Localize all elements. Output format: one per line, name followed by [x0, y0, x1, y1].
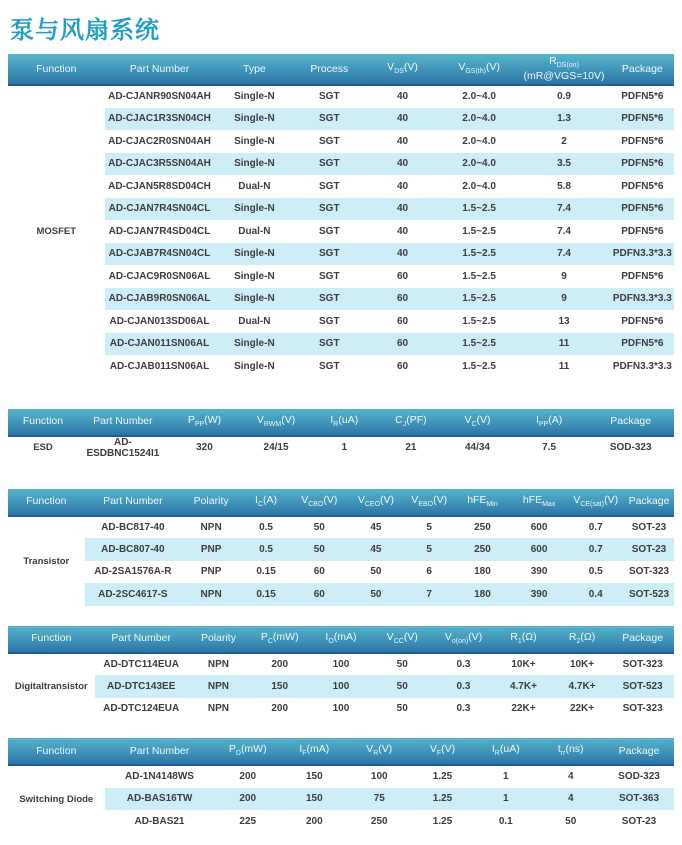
table-row	[8, 653, 674, 676]
cell: 250	[348, 810, 411, 833]
column-header: $I_{PP}(A)$	[511, 409, 588, 436]
table-body	[8, 765, 674, 833]
cell: AD-CJAN011SN06AL	[105, 333, 215, 356]
cell: 50	[537, 810, 604, 833]
table-row	[8, 355, 674, 378]
cell: AD-2SC4617-S	[85, 583, 182, 606]
cell: NPN	[181, 516, 241, 539]
cell: 60	[364, 355, 441, 378]
column-header: Part Number	[85, 489, 182, 516]
cell: Single-N	[214, 265, 294, 288]
cell: 13	[517, 310, 610, 333]
cell: PDFN5*6	[611, 333, 674, 356]
table-header	[8, 409, 674, 436]
column-header: Polarity	[188, 626, 249, 653]
cell: 10K+	[553, 653, 612, 676]
column-header: $R_2(\Omega)$	[553, 626, 612, 653]
column-header: Part Number	[78, 409, 168, 436]
cell: 600	[511, 516, 568, 539]
cell: NPN	[188, 653, 249, 676]
cell: 1.25	[411, 765, 474, 788]
cell: 60	[364, 333, 441, 356]
cell: 40	[364, 153, 441, 176]
cell: 22K+	[553, 698, 612, 721]
cell: 50	[291, 538, 348, 561]
cell: AD-CJAN5R8SD04CH	[105, 175, 215, 198]
cell: AD-BC807-40	[85, 538, 182, 561]
cell: 1.25	[411, 788, 474, 811]
cell: 0.15	[241, 561, 291, 584]
column-header: Function	[8, 489, 85, 516]
table-row	[8, 698, 674, 721]
cell: 0.4	[567, 583, 624, 606]
cell: 1.5~2.5	[441, 243, 518, 266]
cell: SOT-23	[624, 538, 674, 561]
column-header: Process	[294, 54, 364, 85]
cell: 200	[281, 810, 348, 833]
table-row	[8, 220, 674, 243]
table-row	[8, 333, 674, 356]
cell: AD-CJAC3R5SN04AH	[105, 153, 215, 176]
column-header: Function	[8, 738, 105, 765]
column-header: $I_F(mA)$	[281, 738, 348, 765]
digital-transistor-table	[8, 626, 674, 721]
table-row	[8, 153, 674, 176]
cell: 5	[404, 516, 454, 539]
cell: 60	[364, 265, 441, 288]
cell: 1.5~2.5	[441, 333, 518, 356]
cell: SGT	[294, 220, 364, 243]
cell: 2.0~4.0	[441, 175, 518, 198]
cell: PDFN5*6	[611, 85, 674, 108]
cell: 600	[511, 538, 568, 561]
cell: 5	[404, 538, 454, 561]
cell: 0.7	[567, 516, 624, 539]
column-header: $V_{CEO}(V)$	[348, 489, 405, 516]
header-row	[8, 489, 674, 516]
cell: PNP	[181, 561, 241, 584]
table-row	[8, 538, 674, 561]
column-header: Part Number	[95, 626, 188, 653]
cell: SGT	[294, 175, 364, 198]
cell: PDFN3.3*3.3	[611, 243, 674, 266]
cell: SGT	[294, 153, 364, 176]
cell: 0.3	[433, 653, 494, 676]
cell: AD-CJAB7R4SN04CL	[105, 243, 215, 266]
cell: AD-DTC124EUA	[95, 698, 188, 721]
cell: 40	[364, 243, 441, 266]
table-row	[8, 198, 674, 221]
cell: AD-CJAB9R0SN06AL	[105, 288, 215, 311]
cell: 9	[517, 288, 610, 311]
column-header: Function	[8, 54, 105, 85]
table-row	[8, 288, 674, 311]
cell: Single-N	[214, 355, 294, 378]
table-row	[8, 243, 674, 266]
table-row	[8, 436, 674, 459]
cell: PDFN5*6	[611, 310, 674, 333]
mosfet-table	[8, 54, 674, 378]
cell: 50	[291, 516, 348, 539]
header-row	[8, 54, 674, 85]
column-header: $V_R(V)$	[348, 738, 411, 765]
cell: 40	[364, 130, 441, 153]
cell: 1.5~2.5	[441, 288, 518, 311]
cell: AD-BAS16TW	[105, 788, 215, 811]
column-header: $R_{DS(on)}$ (mR@VGS=10V)	[517, 54, 610, 85]
cell: NPN	[188, 675, 249, 698]
cell: 1.5~2.5	[441, 310, 518, 333]
table-body	[8, 436, 674, 459]
cell: 100	[310, 653, 371, 676]
cell: SOT-363	[604, 788, 674, 811]
table-row	[8, 788, 674, 811]
table-header	[8, 489, 674, 516]
cell: 200	[249, 698, 310, 721]
column-header: $C_J(PF)$	[378, 409, 445, 436]
cell: 7	[404, 583, 454, 606]
cell: 0.9	[517, 85, 610, 108]
cell: Single-N	[214, 243, 294, 266]
cell: 180	[454, 561, 511, 584]
cell: 250	[454, 538, 511, 561]
cell: AD-BAS21	[105, 810, 215, 833]
cell: SOT-323	[624, 561, 674, 584]
cell: 1.25	[411, 810, 474, 833]
cell: SGT	[294, 265, 364, 288]
cell: 40	[364, 85, 441, 108]
cell: AD-DTC114EUA	[95, 653, 188, 676]
cell: 60	[291, 583, 348, 606]
cell: SOT-23	[604, 810, 674, 833]
cell: 5.8	[517, 175, 610, 198]
cell: PDFN5*6	[611, 220, 674, 243]
table-row	[8, 310, 674, 333]
cell: 2.0~4.0	[441, 153, 518, 176]
column-header: $V_{EBO}(V)$	[404, 489, 454, 516]
column-header: $R_1(\Omega)$	[494, 626, 553, 653]
column-header: hFE$_{Min}$	[454, 489, 511, 516]
cell: 7.4	[517, 220, 610, 243]
cell: PDFN5*6	[611, 265, 674, 288]
function-cell: Digitaltransistor	[8, 653, 95, 721]
cell: 50	[348, 561, 405, 584]
function-cell: Transistor	[8, 516, 85, 606]
cell: 225	[214, 810, 281, 833]
cell: 390	[511, 561, 568, 584]
cell: Single-N	[214, 130, 294, 153]
cell: Single-N	[214, 288, 294, 311]
cell: 50	[372, 653, 433, 676]
cell: SGT	[294, 130, 364, 153]
cell: SOD-323	[587, 436, 674, 459]
header-row	[8, 409, 674, 436]
cell: 40	[364, 198, 441, 221]
column-header: $V_{CE(sat)}(V)$	[567, 489, 624, 516]
cell: SGT	[294, 333, 364, 356]
cell: 1.5~2.5	[441, 265, 518, 288]
column-header: Package	[611, 54, 674, 85]
cell: 0.1	[474, 810, 537, 833]
table-header	[8, 738, 674, 765]
cell: 100	[310, 675, 371, 698]
cell: AD-1N4148WS	[105, 765, 215, 788]
header-row	[8, 738, 674, 765]
table-row	[8, 130, 674, 153]
cell: 1	[311, 436, 378, 459]
cell: SGT	[294, 108, 364, 131]
cell: 50	[372, 698, 433, 721]
header-row	[8, 626, 674, 653]
cell: AD-CJAC1R3SN04CH	[105, 108, 215, 131]
cell: 2	[517, 130, 610, 153]
cell: PDFN5*6	[611, 153, 674, 176]
cell: 40	[364, 108, 441, 131]
cell: SGT	[294, 243, 364, 266]
switching-diode-table	[8, 738, 674, 833]
cell: PDFN5*6	[611, 198, 674, 221]
cell: 2.0~4.0	[441, 85, 518, 108]
column-header: $P_C(mW)$	[249, 626, 310, 653]
column-header: $P_{PP}(W)$	[168, 409, 241, 436]
esd-table	[8, 409, 674, 459]
cell: Single-N	[214, 85, 294, 108]
column-header: $V_{DS}(V)$	[364, 54, 441, 85]
table-row	[8, 765, 674, 788]
cell: 7.5	[511, 436, 588, 459]
column-header: $V_{RWM}(V)$	[241, 409, 311, 436]
column-header: $V_F(V)$	[411, 738, 474, 765]
cell: 50	[348, 583, 405, 606]
cell: PDFN5*6	[611, 108, 674, 131]
cell: Dual-N	[214, 175, 294, 198]
cell: Single-N	[214, 153, 294, 176]
column-header: $I_R(uA)$	[311, 409, 378, 436]
cell: NPN	[181, 583, 241, 606]
cell: 0.7	[567, 538, 624, 561]
column-header: $V_{GS(th)}(V)$	[441, 54, 518, 85]
cell: Single-N	[214, 198, 294, 221]
table-row	[8, 108, 674, 131]
column-header: $V_{o(on)}(V)$	[433, 626, 494, 653]
cell: Dual-N	[214, 220, 294, 243]
cell: AD-CJAC9R0SN06AL	[105, 265, 215, 288]
column-header: $V_{CC}(V)$	[372, 626, 433, 653]
column-header: Function	[8, 626, 95, 653]
cell: PNP	[181, 538, 241, 561]
cell: SGT	[294, 355, 364, 378]
cell: PDFN3.3*3.3	[611, 288, 674, 311]
cell: 0.3	[433, 675, 494, 698]
cell: 0.5	[241, 538, 291, 561]
cell: 4.7K+	[494, 675, 553, 698]
cell: 21	[378, 436, 445, 459]
table-row	[8, 675, 674, 698]
cell: 10K+	[494, 653, 553, 676]
cell: AD-ESDBNC1524I1	[78, 436, 168, 459]
cell: SGT	[294, 198, 364, 221]
cell: 6	[404, 561, 454, 584]
cell: 0.15	[241, 583, 291, 606]
column-header: Polarity	[181, 489, 241, 516]
table-header	[8, 626, 674, 653]
cell: PDFN5*6	[611, 130, 674, 153]
page-title: 泵与风扇系统	[10, 16, 160, 44]
cell: 3.5	[517, 153, 610, 176]
cell: SOT-23	[624, 516, 674, 539]
cell: 200	[249, 653, 310, 676]
cell: SGT	[294, 85, 364, 108]
cell: AD-CJANR90SN04AH	[105, 85, 215, 108]
cell: 150	[249, 675, 310, 698]
cell: 1.5~2.5	[441, 220, 518, 243]
cell: 60	[364, 288, 441, 311]
column-header: Part Number	[105, 54, 215, 85]
column-header: hFE$_{Max}$	[511, 489, 568, 516]
function-cell: Switching Diode	[8, 765, 105, 833]
cell: 0.5	[241, 516, 291, 539]
cell: PDFN3.3*3.3	[611, 355, 674, 378]
column-header: $V_C(V)$	[444, 409, 511, 436]
cell: Dual-N	[214, 310, 294, 333]
table-row	[8, 516, 674, 539]
cell: 60	[364, 310, 441, 333]
function-cell: ESD	[8, 436, 78, 459]
cell: 1.5~2.5	[441, 198, 518, 221]
cell: 1	[474, 788, 537, 811]
cell: SOT-523	[611, 675, 674, 698]
cell: 390	[511, 583, 568, 606]
cell: AD-CJAN7R4SD04CL	[105, 220, 215, 243]
cell: AD-2SA1576A-R	[85, 561, 182, 584]
cell: 22K+	[494, 698, 553, 721]
cell: SOT-323	[611, 698, 674, 721]
table-row	[8, 561, 674, 584]
function-cell: MOSFET	[8, 85, 105, 378]
cell: 150	[281, 765, 348, 788]
table-row	[8, 583, 674, 606]
cell: 150	[281, 788, 348, 811]
cell: 250	[454, 516, 511, 539]
table-row	[8, 85, 674, 108]
cell: 4	[537, 765, 604, 788]
column-header: $P_D(mW)$	[214, 738, 281, 765]
cell: AD-DTC143EE	[95, 675, 188, 698]
cell: 60	[291, 561, 348, 584]
cell: 1.5~2.5	[441, 355, 518, 378]
column-header: Package	[611, 626, 674, 653]
cell: 0.5	[567, 561, 624, 584]
cell: 45	[348, 538, 405, 561]
column-header: Package	[604, 738, 674, 765]
cell: 320	[168, 436, 241, 459]
cell: 100	[310, 698, 371, 721]
cell: 45	[348, 516, 405, 539]
cell: PDFN5*6	[611, 175, 674, 198]
table-row	[8, 265, 674, 288]
table-row	[8, 175, 674, 198]
column-header: $I_O(mA)$	[310, 626, 371, 653]
cell: NPN	[188, 698, 249, 721]
cell: 4.7K+	[553, 675, 612, 698]
cell: SOD-323	[604, 765, 674, 788]
cell: 9	[517, 265, 610, 288]
cell: 2.0~4.0	[441, 130, 518, 153]
cell: 180	[454, 583, 511, 606]
cell: AD-CJAN013SD06AL	[105, 310, 215, 333]
column-header: $I_C(A)$	[241, 489, 291, 516]
column-header: $t_{rr}(ns)$	[537, 738, 604, 765]
cell: 50	[372, 675, 433, 698]
cell: 4	[537, 788, 604, 811]
cell: SOT-323	[611, 653, 674, 676]
cell: 7.4	[517, 198, 610, 221]
cell: 2.0~4.0	[441, 108, 518, 131]
cell: SOT-523	[624, 583, 674, 606]
cell: Single-N	[214, 333, 294, 356]
cell: 7.4	[517, 243, 610, 266]
cell: SGT	[294, 310, 364, 333]
table-header	[8, 54, 674, 85]
column-header: $I_R(uA)$	[474, 738, 537, 765]
cell: 75	[348, 788, 411, 811]
cell: 1	[474, 765, 537, 788]
column-header: Type	[214, 54, 294, 85]
column-header: Package	[587, 409, 674, 436]
cell: 40	[364, 175, 441, 198]
cell: 11	[517, 355, 610, 378]
cell: Single-N	[214, 108, 294, 131]
column-header: $V_{CBO}(V)$	[291, 489, 348, 516]
cell: 44/34	[444, 436, 511, 459]
cell: 11	[517, 333, 610, 356]
cell: 1.3	[517, 108, 610, 131]
column-header: Part Number	[105, 738, 215, 765]
table-body	[8, 85, 674, 378]
column-header: Package	[624, 489, 674, 516]
transistor-table	[8, 489, 674, 606]
cell: AD-BC817-40	[85, 516, 182, 539]
cell: 100	[348, 765, 411, 788]
cell: 40	[364, 220, 441, 243]
column-header: Function	[8, 409, 78, 436]
cell: 24/15	[241, 436, 311, 459]
document-page	[0, 10, 682, 833]
table-body	[8, 516, 674, 606]
cell: AD-CJAC2R0SN04AH	[105, 130, 215, 153]
cell: 0.3	[433, 698, 494, 721]
table-body	[8, 653, 674, 721]
cell: AD-CJAB011SN06AL	[105, 355, 215, 378]
table-row	[8, 810, 674, 833]
cell: AD-CJAN7R4SN04CL	[105, 198, 215, 221]
cell: 200	[214, 765, 281, 788]
cell: 200	[214, 788, 281, 811]
cell: SGT	[294, 288, 364, 311]
